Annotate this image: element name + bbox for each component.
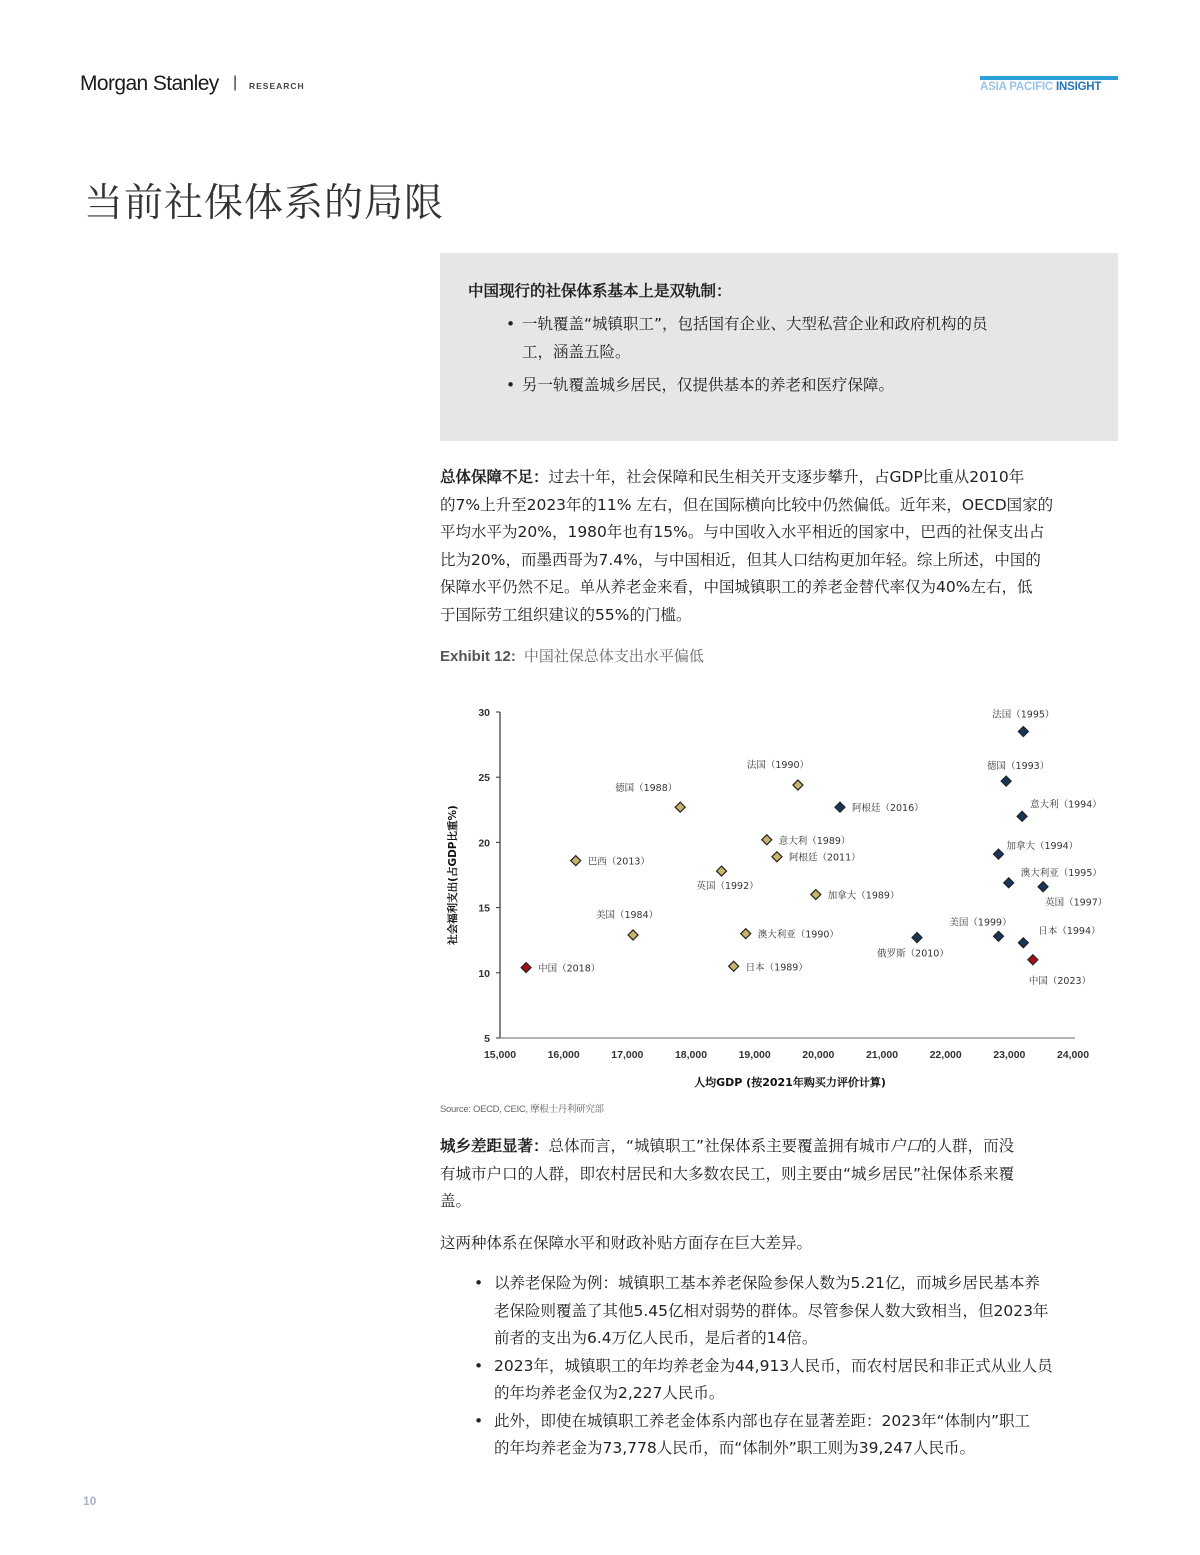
- callout-title: 中国现行的社保体系基本上是双轨制：: [468, 282, 732, 300]
- data-point-diamond: [994, 931, 1004, 941]
- data-point-diamond: [793, 780, 803, 790]
- data-point-diamond: [675, 802, 685, 812]
- series-label-part2: INSIGHT: [1056, 81, 1102, 93]
- x-tick-label: 17,000: [611, 1049, 644, 1061]
- data-point-label: 英国（1992）: [696, 881, 759, 893]
- exhibit-title: 中国社保总体支出水平偏低: [523, 647, 704, 665]
- data-point-diamond: [1001, 776, 1011, 786]
- x-tick-label: 15,000: [483, 1049, 517, 1061]
- data-point-diamond: [772, 852, 782, 862]
- paragraph-line: 于国际劳工组织建议的55%的门槛。: [440, 605, 692, 624]
- bullet-dot-icon: •: [474, 1274, 484, 1292]
- list-item-line: 前者的支出为6.4万亿人民币，是后者的14倍。: [494, 1329, 818, 1347]
- data-point-label: 加拿大（1989）: [827, 890, 900, 902]
- x-tick-label: 16,000: [547, 1049, 580, 1061]
- data-point-diamond: [521, 963, 531, 973]
- page-number: 10: [83, 1494, 97, 1508]
- x-tick-label: 18,000: [674, 1049, 708, 1061]
- list-item-line: 以养老保险为例：城镇职工基本养老保险参保人数为5.21亿，而城乡居民基本养: [494, 1274, 1041, 1292]
- x-tick-label: 22,000: [929, 1049, 962, 1061]
- data-point-diamond: [811, 890, 821, 900]
- data-point-diamond: [717, 866, 727, 876]
- x-tick-label: 23,000: [993, 1049, 1026, 1061]
- hukou-italic: 户口: [890, 1137, 922, 1155]
- paragraph-intro: 这两种体系在保障水平和财政补贴方面存在巨大差异。: [440, 1234, 813, 1252]
- bullet-dot-icon: •: [474, 1411, 484, 1430]
- paragraph-lead: 总体保障不足：: [440, 468, 549, 486]
- data-point-label: 意大利（1994）: [1030, 799, 1102, 811]
- callout-bullet-line: 另一轨覆盖城乡居民，仅提供基本的养老和医疗保障。: [522, 376, 895, 394]
- morgan-stanley-logo: Morgan Stanley: [80, 72, 219, 95]
- data-point-diamond: [994, 849, 1004, 859]
- list-item-line: 的年均养老金仅为2,227人民币。: [494, 1384, 725, 1402]
- data-point-label: 法国（1995）: [992, 709, 1055, 721]
- x-tick-label: 21,000: [865, 1049, 899, 1061]
- page-title: 当前社保体系的局限: [84, 181, 445, 226]
- y-axis-ticks: [478, 707, 500, 1045]
- paragraph-line: 平均水平为20%，1980年也有15%。与中国收入水平相近的国家中，巴西的社保支出占: [440, 523, 1045, 541]
- y-tick-label: 20: [478, 837, 490, 850]
- paragraph-line: 过去十年，社会保障和民生相关开支逐步攀升，占GDP比重从2010年: [548, 468, 1025, 486]
- data-point-label: 阿根廷（2016）: [851, 803, 924, 815]
- y-axis-label: 社会福利支出(占GDP比重%): [447, 805, 459, 945]
- x-tick-label: 19,000: [738, 1049, 771, 1061]
- list-item-line: 的年均养老金为73,778人民币，而“体制外”职工则为39,247人民币。: [494, 1439, 976, 1457]
- data-point-label: 日本（1989）: [745, 962, 808, 974]
- y-tick-label: 10: [478, 967, 490, 980]
- data-point-diamond: [729, 961, 739, 971]
- data-point-label: 法国（1990）: [746, 760, 810, 772]
- data-point-diamond: [912, 933, 922, 943]
- data-point-diamond: [571, 856, 581, 866]
- paragraph-line: 的7%上升至2023年的11% 左右，但在国际横向比较中仍然偏低。近年来，OECD国家的: [440, 495, 1054, 514]
- paragraph-line: 比为20%，而墨西哥为7.4%，与中国相近，但其人口结构更加年轻。综上所述，中国的: [440, 550, 1041, 569]
- data-point-diamond: [1028, 955, 1038, 965]
- data-point-diamond: [762, 835, 772, 845]
- data-point-label: 巴西（2013）: [587, 856, 650, 868]
- paragraph-text: 总体而言，“城镇职工”社保体系主要覆盖拥有城市: [548, 1137, 891, 1155]
- x-tick-label: 20,000: [802, 1049, 835, 1061]
- callout-bullet: [506, 371, 895, 399]
- bullet-dot-icon: •: [474, 1356, 484, 1375]
- data-point-diamond: [741, 929, 751, 939]
- data-point-diamond: [835, 802, 845, 812]
- list-item: [474, 1353, 1119, 1408]
- y-tick-label: 5: [484, 1033, 490, 1045]
- data-point-diamond: [1004, 878, 1014, 888]
- data-point-label: 德国（1993）: [987, 761, 1050, 773]
- data-point-label: 德国（1988）: [615, 783, 678, 795]
- callout-bullet-line: 工，涵盖五险。: [522, 343, 631, 361]
- paragraph-lead: 城乡差距显著：: [440, 1137, 549, 1155]
- bullet-dot-icon: •: [506, 315, 516, 333]
- paragraph-text: 的人群，而没: [921, 1137, 1015, 1155]
- paragraph-urban-rural-gap: [440, 1133, 1120, 1216]
- paragraph-line: 有城市户口的人群，即农村居民和大多数农民工，则主要由“城乡居民”社保体系来覆: [440, 1164, 1015, 1183]
- chart-source: Source: OECD, CEIC, 摩根士丹利研究部: [440, 1104, 604, 1115]
- bullet-list: [474, 1270, 1119, 1463]
- data-point-label: 中国（2018）: [538, 963, 601, 975]
- data-point-label: 中国（2023）: [1028, 975, 1092, 987]
- data-point-label: 加拿大（1994）: [1006, 841, 1079, 853]
- list-item-line: 老保险则覆盖了其他5.45亿相对弱势的群体。尽管参保人数大致相当，但2023年: [494, 1301, 1049, 1320]
- callout-bullet: [506, 310, 988, 366]
- data-point-diamond: [1038, 882, 1048, 892]
- data-point-label: 美国（1984）: [595, 909, 659, 921]
- x-tick-label: 24,000: [1056, 1049, 1090, 1061]
- data-point-label: 意大利（1989）: [778, 835, 851, 847]
- list-item-line: 此外，即使在城镇职工养老金体系内部也存在显著差距：2023年“体制内”职工: [494, 1411, 1031, 1430]
- x-axis-label: 人均GDP (按2021年购买力评价计算): [694, 1076, 886, 1089]
- paragraph-line: 盖。: [440, 1192, 472, 1210]
- scatter-chart: [440, 695, 1120, 1095]
- paragraph-overall-coverage: [440, 464, 1120, 629]
- data-point-diamond: [1018, 938, 1028, 948]
- list-item: [474, 1408, 1119, 1463]
- chart-points: [521, 709, 1107, 987]
- data-point-label: 阿根廷（2011）: [788, 852, 861, 864]
- data-point-label: 澳大利亚（1990）: [757, 929, 839, 941]
- series-label-part1: ASIA PACIFIC: [980, 81, 1053, 93]
- data-point-diamond: [1018, 727, 1028, 737]
- list-item-line: 2023年，城镇职工的年均养老金为44,913人民币，而农村居民和非正式从业人员: [494, 1356, 1053, 1375]
- exhibit-caption: [440, 645, 704, 666]
- data-point-label: 英国（1997）: [1045, 897, 1108, 909]
- list-item: [474, 1270, 1119, 1353]
- data-point-diamond: [1017, 811, 1027, 821]
- y-tick-label: 15: [478, 902, 490, 915]
- y-tick-label: 25: [478, 772, 490, 785]
- bullet-dot-icon: •: [506, 376, 516, 394]
- series-label: [980, 81, 1101, 93]
- paragraph-line: 保障水平仍然不足。单从养老金来看，中国城镇职工的养老金替代率仅为40%左右，低: [440, 578, 1033, 596]
- callout-bullet-line: 一轨覆盖“城镇职工”，包括国有企业、大型私营企业和政府机构的员: [522, 315, 988, 333]
- data-point-label: 日本（1994）: [1038, 925, 1101, 937]
- exhibit-label: Exhibit 12:: [440, 648, 516, 665]
- data-point-label: 俄罗斯（2010）: [877, 948, 949, 960]
- header-separator: |: [233, 74, 238, 91]
- data-point-diamond: [628, 930, 638, 940]
- research-label: RESEARCH: [249, 81, 305, 91]
- y-tick-label: 30: [478, 707, 490, 719]
- x-axis-ticks: [484, 1049, 1089, 1061]
- data-point-label: 澳大利亚（1995）: [1020, 867, 1102, 879]
- data-point-label: 美国（1999）: [949, 917, 1012, 929]
- series-accent-bar: [980, 76, 1118, 80]
